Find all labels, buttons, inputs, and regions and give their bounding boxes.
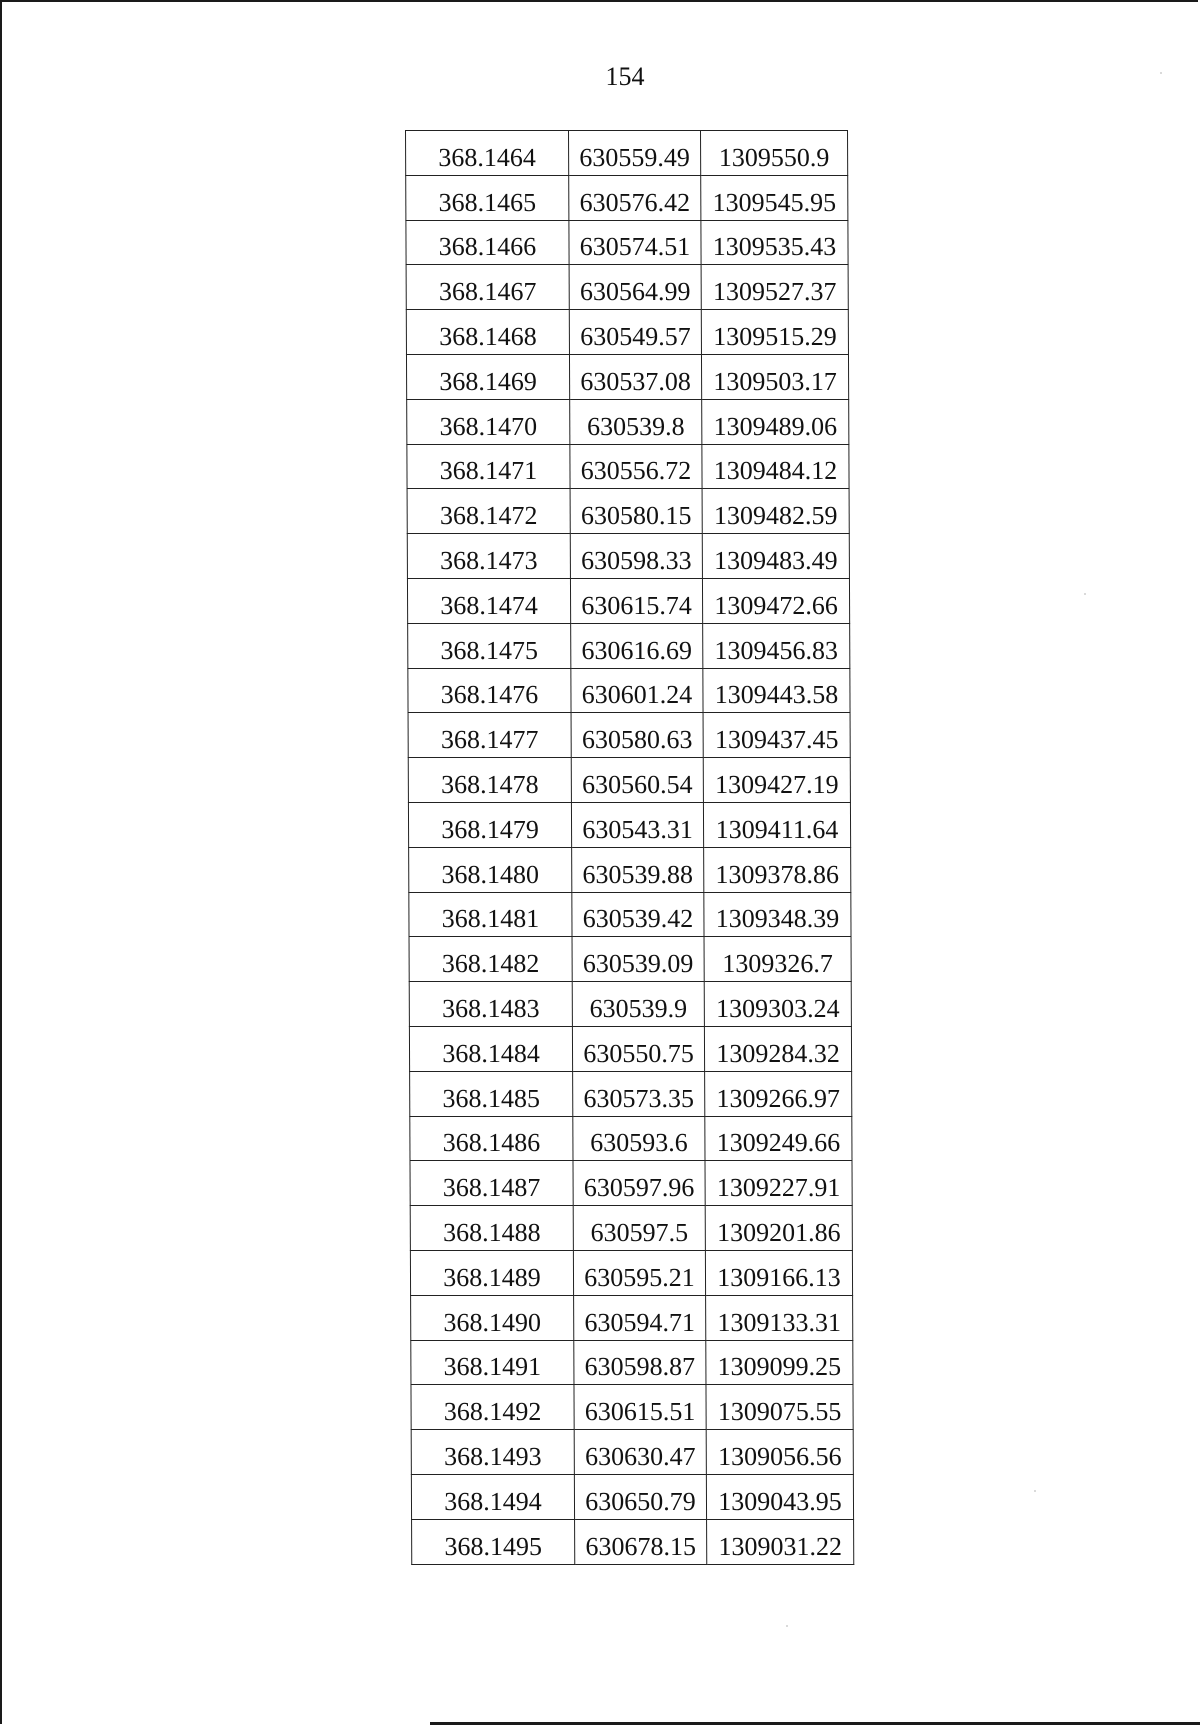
y-coordinate-cell: 1309411.64 xyxy=(703,802,850,847)
table-row xyxy=(409,937,851,982)
y-coordinate-cell: 1309535.43 xyxy=(701,220,848,265)
point-id-cell: 368.1487 xyxy=(410,1161,573,1206)
point-id-cell: 368.1466 xyxy=(406,220,569,265)
y-coordinate-cell: 1309099.25 xyxy=(706,1340,853,1385)
y-coordinate-cell: 1309075.55 xyxy=(706,1385,853,1430)
table-row xyxy=(410,1116,852,1161)
x-coordinate-cell: 630539.88 xyxy=(572,847,704,892)
x-coordinate-cell: 630597.5 xyxy=(573,1206,705,1251)
x-coordinate-cell: 630539.8 xyxy=(570,399,702,444)
point-id-cell: 368.1484 xyxy=(409,1026,572,1071)
y-coordinate-cell: 1309443.58 xyxy=(703,668,850,713)
y-coordinate-cell: 1309031.22 xyxy=(707,1519,854,1564)
x-coordinate-cell: 630615.51 xyxy=(574,1385,706,1430)
y-coordinate-cell: 1309166.13 xyxy=(705,1250,852,1295)
point-id-cell: 368.1470 xyxy=(407,399,570,444)
point-id-cell: 368.1483 xyxy=(409,982,572,1027)
point-id-cell: 368.1472 xyxy=(407,489,570,534)
table-row xyxy=(410,1071,852,1116)
y-coordinate-cell: 1309427.19 xyxy=(703,758,850,803)
table-row xyxy=(407,489,849,534)
point-id-cell: 368.1475 xyxy=(408,623,571,668)
table-row xyxy=(411,1474,853,1519)
page-bottom-edge xyxy=(430,1722,1200,1725)
x-coordinate-cell: 630549.57 xyxy=(569,310,701,355)
point-id-cell: 368.1478 xyxy=(408,758,571,803)
y-coordinate-cell: 1309489.06 xyxy=(702,399,849,444)
x-coordinate-cell: 630550.75 xyxy=(572,1026,704,1071)
y-coordinate-cell: 1309378.86 xyxy=(704,847,851,892)
y-coordinate-cell: 1309503.17 xyxy=(701,354,848,399)
point-id-cell: 368.1480 xyxy=(409,847,572,892)
point-id-cell: 368.1482 xyxy=(409,937,572,982)
table-row xyxy=(411,1295,853,1340)
point-id-cell: 368.1486 xyxy=(410,1116,573,1161)
x-coordinate-cell: 630556.72 xyxy=(570,444,702,489)
y-coordinate-cell: 1309472.66 xyxy=(702,578,849,623)
x-coordinate-cell: 630598.33 xyxy=(570,534,702,579)
table-row xyxy=(409,892,851,937)
table-row xyxy=(410,1161,852,1206)
table-row xyxy=(407,444,849,489)
table-row xyxy=(408,758,850,803)
table-row xyxy=(411,1340,853,1385)
x-coordinate-cell: 630576.42 xyxy=(569,175,701,220)
y-coordinate-cell: 1309249.66 xyxy=(705,1116,852,1161)
x-coordinate-cell: 630678.15 xyxy=(575,1519,707,1564)
table-row xyxy=(410,1250,852,1295)
y-coordinate-cell: 1309284.32 xyxy=(704,1026,851,1071)
x-coordinate-cell: 630601.24 xyxy=(571,668,703,713)
y-coordinate-cell: 1309484.12 xyxy=(702,444,849,489)
point-id-cell: 368.1494 xyxy=(411,1474,574,1519)
scan-speck xyxy=(786,1625,788,1627)
x-coordinate-cell: 630559.49 xyxy=(569,131,701,176)
point-id-cell: 368.1490 xyxy=(411,1295,574,1340)
point-id-cell: 368.1491 xyxy=(411,1340,574,1385)
x-coordinate-cell: 630560.54 xyxy=(571,758,703,803)
x-coordinate-cell: 630539.42 xyxy=(572,892,704,937)
x-coordinate-cell: 630650.79 xyxy=(574,1474,706,1519)
point-id-cell: 368.1477 xyxy=(408,713,571,758)
table-row xyxy=(408,668,850,713)
coordinate-table xyxy=(405,130,854,1565)
point-id-cell: 368.1469 xyxy=(406,354,569,399)
table-row xyxy=(409,847,851,892)
point-id-cell: 368.1479 xyxy=(408,802,571,847)
coordinate-table-body xyxy=(406,131,854,1565)
y-coordinate-cell: 1309456.83 xyxy=(703,623,850,668)
x-coordinate-cell: 630539.09 xyxy=(572,937,704,982)
x-coordinate-cell: 630580.15 xyxy=(570,489,702,534)
point-id-cell: 368.1476 xyxy=(408,668,571,713)
y-coordinate-cell: 1309545.95 xyxy=(701,175,848,220)
y-coordinate-cell: 1309527.37 xyxy=(701,265,848,310)
y-coordinate-cell: 1309348.39 xyxy=(704,892,851,937)
table-row xyxy=(410,1206,852,1251)
page-number: 154 xyxy=(605,62,645,91)
x-coordinate-cell: 630615.74 xyxy=(570,578,702,623)
table-row xyxy=(412,1519,854,1564)
table-row xyxy=(409,1026,851,1071)
point-id-cell: 368.1492 xyxy=(411,1385,574,1430)
table-row xyxy=(408,623,850,668)
point-id-cell: 368.1485 xyxy=(410,1071,573,1116)
table-row xyxy=(408,802,850,847)
point-id-cell: 368.1473 xyxy=(407,534,570,579)
y-coordinate-cell: 1309133.31 xyxy=(706,1295,853,1340)
point-id-cell: 368.1464 xyxy=(406,131,569,176)
table-row xyxy=(407,578,849,623)
y-coordinate-cell: 1309515.29 xyxy=(701,310,848,355)
y-coordinate-cell: 1309437.45 xyxy=(703,713,850,758)
table-row xyxy=(406,354,848,399)
point-id-cell: 368.1471 xyxy=(407,444,570,489)
x-coordinate-cell: 630543.31 xyxy=(571,802,703,847)
point-id-cell: 368.1488 xyxy=(410,1206,573,1251)
point-id-cell: 368.1467 xyxy=(406,265,569,310)
point-id-cell: 368.1495 xyxy=(412,1519,575,1564)
y-coordinate-cell: 1309201.86 xyxy=(705,1206,852,1251)
table-row xyxy=(409,982,851,1027)
x-coordinate-cell: 630595.21 xyxy=(573,1250,705,1295)
x-coordinate-cell: 630616.69 xyxy=(571,623,703,668)
table-row xyxy=(411,1385,853,1430)
table-row xyxy=(406,265,848,310)
point-id-cell: 368.1489 xyxy=(410,1250,573,1295)
table-row xyxy=(407,399,849,444)
x-coordinate-cell: 630539.9 xyxy=(572,982,704,1027)
y-coordinate-cell: 1309303.24 xyxy=(704,982,851,1027)
point-id-cell: 368.1468 xyxy=(406,310,569,355)
x-coordinate-cell: 630537.08 xyxy=(569,354,701,399)
y-coordinate-cell: 1309482.59 xyxy=(702,489,849,534)
scan-speck xyxy=(1160,72,1162,74)
table-row xyxy=(407,534,849,579)
point-id-cell: 368.1465 xyxy=(406,175,569,220)
scan-speck xyxy=(1034,1490,1036,1492)
x-coordinate-cell: 630598.87 xyxy=(574,1340,706,1385)
y-coordinate-cell: 1309266.97 xyxy=(705,1071,852,1116)
x-coordinate-cell: 630593.6 xyxy=(573,1116,705,1161)
y-coordinate-cell: 1309227.91 xyxy=(705,1161,852,1206)
table-row xyxy=(411,1430,853,1475)
y-coordinate-cell: 1309056.56 xyxy=(706,1430,853,1475)
x-coordinate-cell: 630574.51 xyxy=(569,220,701,265)
x-coordinate-cell: 630573.35 xyxy=(573,1071,705,1116)
y-coordinate-cell: 1309043.95 xyxy=(706,1474,853,1519)
y-coordinate-cell: 1309483.49 xyxy=(702,534,849,579)
y-coordinate-cell: 1309550.9 xyxy=(701,131,848,176)
x-coordinate-cell: 630580.63 xyxy=(571,713,703,758)
table-row xyxy=(406,131,848,176)
table-row xyxy=(406,310,848,355)
point-id-cell: 368.1493 xyxy=(411,1430,574,1475)
x-coordinate-cell: 630594.71 xyxy=(574,1295,706,1340)
scan-speck xyxy=(1084,593,1086,595)
x-coordinate-cell: 630564.99 xyxy=(569,265,701,310)
table-row xyxy=(406,175,848,220)
x-coordinate-cell: 630597.96 xyxy=(573,1161,705,1206)
x-coordinate-cell: 630630.47 xyxy=(574,1430,706,1475)
table-row xyxy=(408,713,850,758)
coordinate-table-wrapper xyxy=(405,130,854,1565)
point-id-cell: 368.1474 xyxy=(407,578,570,623)
point-id-cell: 368.1481 xyxy=(409,892,572,937)
table-row xyxy=(406,220,848,265)
y-coordinate-cell: 1309326.7 xyxy=(704,937,851,982)
